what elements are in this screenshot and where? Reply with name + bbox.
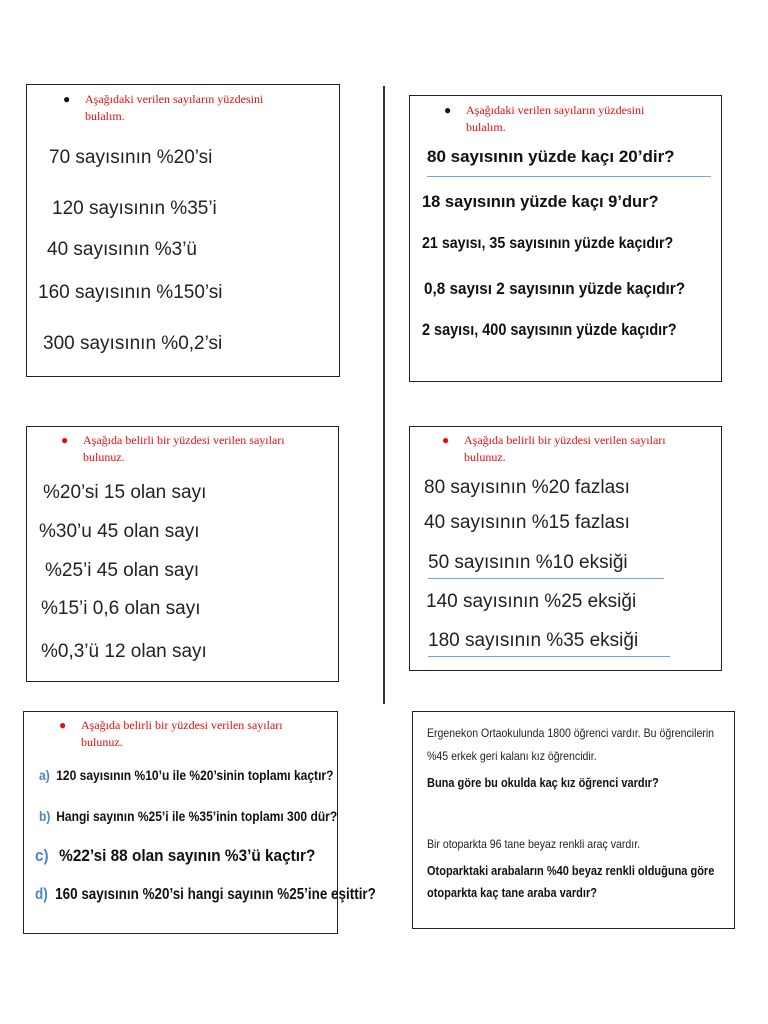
bullet-icon: ● — [59, 718, 67, 732]
instruction-line: Aşağıdaki verilen sayıların yüzdesini — [85, 92, 264, 106]
exercise-box-3 — [26, 426, 339, 682]
question-item: %0,3’ü 12 olan sayı — [41, 641, 207, 662]
item-text: %22’si 88 olan sayının %3’ü kaçtır? — [59, 847, 316, 865]
exercise-box-6 — [412, 711, 735, 929]
question-item: 0,8 sayısı 2 sayısının yüzde kaçıdır? — [424, 279, 686, 298]
question-item: 80 sayısının yüzde kaçı 20’dir? — [427, 147, 675, 166]
item-text: 160 sayısının %20’si hangi sayının %25’ine eşittir? — [55, 886, 376, 903]
bullet-icon: ● — [61, 433, 69, 447]
instruction-line: Aşağıda belirli bir yüzdesi verilen sayıları — [81, 718, 283, 732]
instruction — [61, 432, 285, 466]
center-divider — [383, 86, 385, 704]
problem-text: Bir otoparkta 96 tane beyaz renkli araç vardır. — [427, 837, 641, 851]
question-item: %30’u 45 olan sayı — [39, 521, 200, 542]
question-item: 21 sayısı, 35 sayısının yüzde kaçıdır? — [422, 235, 674, 252]
question-item: 140 sayısının %25 eksiği — [426, 591, 637, 612]
question-item: %25’i 45 olan sayı — [45, 560, 200, 581]
question-item: 40 sayısının %3’ü — [47, 239, 197, 260]
question-item: 80 sayısının %20 fazlası — [424, 477, 630, 498]
item-text: 120 sayısının %10’u ile %20’sinin toplamı kaçtır? — [56, 767, 334, 783]
instruction-line: Aşağıda belirli bir yüzdesi verilen sayıları — [464, 433, 666, 447]
question-item: %20’si 15 olan sayı — [43, 482, 207, 503]
exercise-box-5 — [23, 711, 376, 934]
exercise-box-1 — [26, 84, 340, 377]
underline — [427, 176, 711, 177]
underline — [428, 578, 664, 579]
bullet-icon: ● — [63, 92, 71, 106]
problem-text: Ergenekon Ortaokulunda 1800 öğrenci vardır. Bu öğrencilerin — [427, 726, 715, 740]
item-letter: c) — [35, 847, 49, 865]
question-item: %15’i 0,6 olan sayı — [41, 598, 201, 619]
instruction-line: bulunuz. — [81, 735, 123, 749]
item-letter: b) — [39, 808, 51, 824]
instruction — [63, 91, 264, 125]
bullet-icon: ● — [444, 103, 452, 117]
question-item: 300 sayısının %0,2’si — [43, 333, 223, 354]
instruction-line: bulalım. — [466, 120, 506, 134]
question-item: 18 sayısının yüzde kaçı 9’dur? — [422, 193, 659, 211]
instruction-line: bulunuz. — [83, 450, 125, 464]
question-item: 120 sayısının %35’i — [52, 198, 217, 219]
item-letter: a) — [39, 767, 50, 783]
question-item: 180 sayısının %35 eksiği — [428, 630, 639, 651]
instruction — [442, 432, 666, 466]
question-item: 50 sayısının %10 eksiği — [428, 552, 628, 573]
question-item: 2 sayısı, 400 sayısının yüzde kaçıdır? — [422, 320, 677, 339]
problem-question: Otoparktaki arabaların %40 beyaz renkli olduğuna göre — [427, 864, 715, 878]
exercise-box-2 — [409, 95, 722, 382]
exercise-box-4 — [409, 426, 722, 671]
instruction — [444, 102, 645, 136]
bullet-icon: ● — [442, 433, 450, 447]
instruction-line: Aşağıda belirli bir yüzdesi verilen sayıları — [83, 433, 285, 447]
question-item — [35, 847, 315, 866]
question-item: 70 sayısının %20’si — [49, 147, 213, 168]
instruction-line: bulalım. — [85, 109, 125, 123]
question-item: 40 sayısının %15 fazlası — [424, 512, 630, 533]
problem-text: %45 erkek geri kalanı kız öğrencidir. — [427, 749, 597, 763]
question-item: 160 sayısının %150’si — [38, 282, 223, 303]
question-item — [39, 767, 333, 783]
instruction-line: bulunuz. — [464, 450, 506, 464]
problem-question: otoparkta kaç tane araba vardır? — [427, 886, 597, 900]
question-item — [39, 808, 337, 824]
instruction — [59, 717, 283, 751]
underline — [428, 656, 670, 657]
item-letter: d) — [35, 886, 48, 903]
item-text: Hangi sayının %25’i ile %35’inin toplamı 300 dür? — [56, 808, 338, 824]
instruction-line: Aşağıdaki verilen sayıların yüzdesini — [466, 103, 645, 117]
problem-question: Buna göre bu okulda kaç kız öğrenci vardır? — [427, 776, 659, 790]
question-item — [35, 886, 376, 904]
